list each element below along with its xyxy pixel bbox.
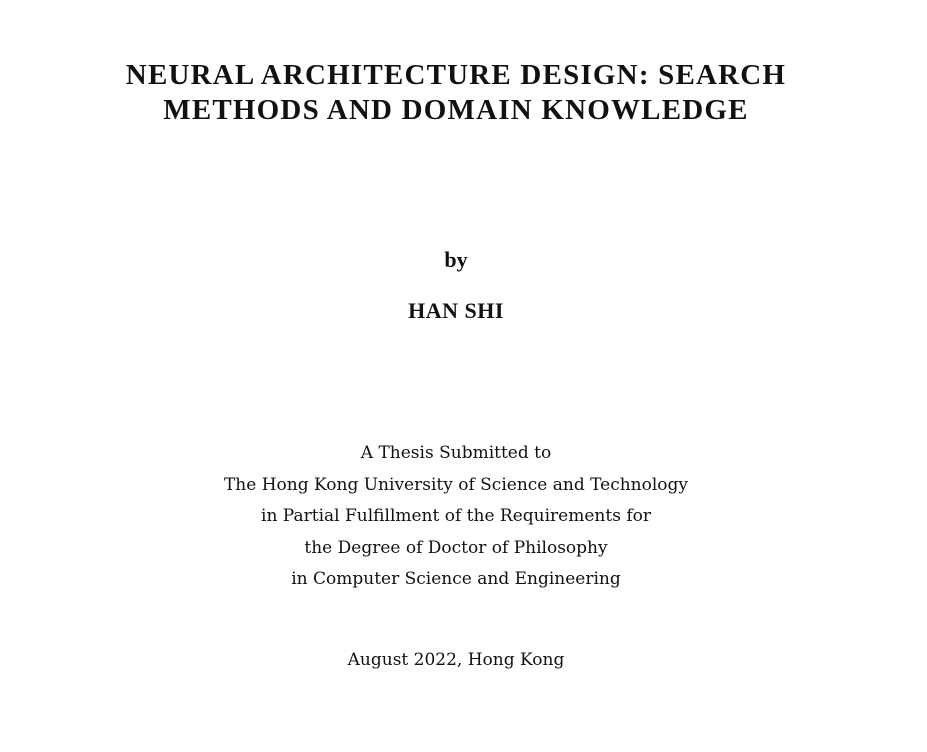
thesis-title-line-2: METHODS AND DOMAIN KNOWLEDGE: [163, 94, 749, 126]
submission-statement: [0, 438, 912, 596]
by-label: by: [444, 247, 468, 272]
submission-line-1: A Thesis Submitted to: [360, 443, 552, 463]
submission-line-2: The Hong Kong University of Science and Technology: [223, 474, 689, 495]
thesis-title-line-1: NEURAL ARCHITECTURE DESIGN: SEARCH: [125, 59, 787, 91]
thesis-title: [0, 58, 912, 128]
submission-line-4: the Degree of Doctor of Philosophy: [304, 537, 608, 558]
submission-line-3: in Partial Fulfillment of the Requirements for: [261, 506, 651, 526]
submission-line-5: in Computer Science and Engineering: [291, 569, 621, 589]
author-name: HAN SHI: [408, 298, 504, 323]
submission-date-location: August 2022, Hong Kong: [347, 650, 565, 670]
